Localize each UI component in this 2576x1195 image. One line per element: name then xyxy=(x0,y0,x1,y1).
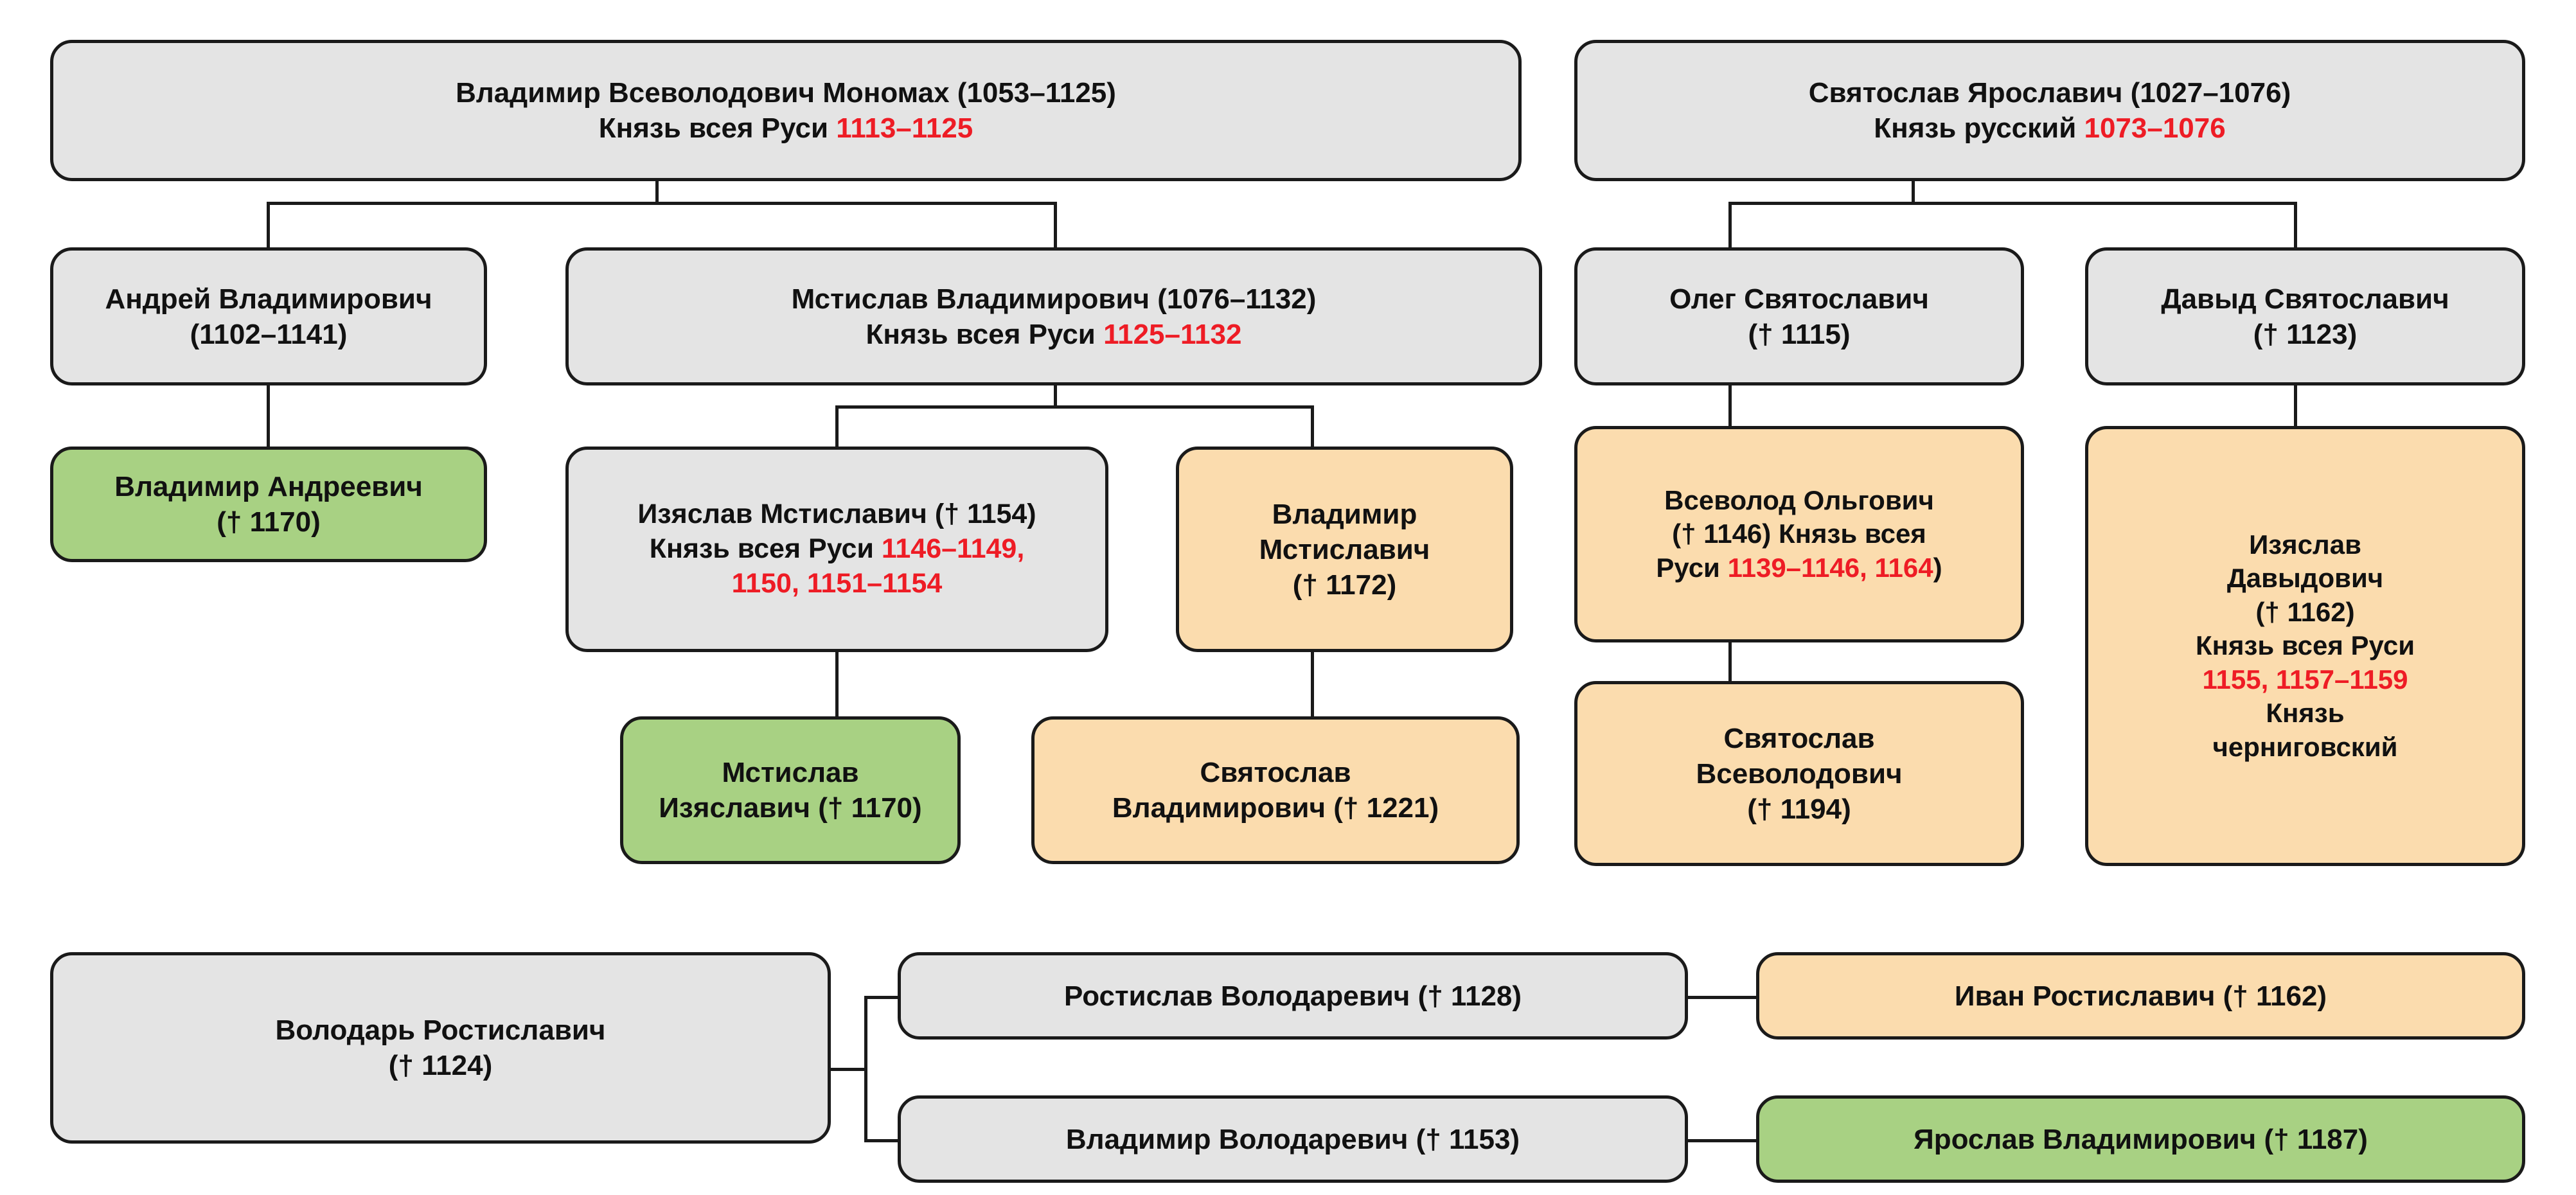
reign-years: 1073–1076 xyxy=(2084,112,2226,144)
node-line: Владимир Всеволодович Мономах (1053–1125) xyxy=(456,77,1116,109)
node-line: Владимир xyxy=(1272,498,1417,530)
node-line: Князь всея Руси xyxy=(2195,630,2415,661)
node-vsevolod-olgovich[interactable] xyxy=(1574,426,2024,642)
connector-to-mstislav-vl xyxy=(1054,202,1057,248)
reign-years: 1150, 1151–1154 xyxy=(731,567,943,599)
node-svyatoslav-vsevolodovich[interactable] xyxy=(1574,681,2024,866)
node-line: Олег Святославич xyxy=(1669,283,1929,315)
node-izyaslav-mstislavich[interactable] xyxy=(565,447,1108,652)
node-line: Изяславич († 1170) xyxy=(659,792,922,824)
connector-oleg-to-vsevolod xyxy=(1728,385,1732,428)
connector-svyatoslav-yar-down xyxy=(1912,179,1915,204)
connector-to-andrey xyxy=(267,202,270,248)
connector-mstislav-down xyxy=(1054,382,1057,408)
connector-to-vladimir-mst xyxy=(1311,405,1314,448)
node-yaroslav-vladimirovich[interactable] xyxy=(1756,1095,2525,1183)
node-line: Владимир Андреевич xyxy=(114,471,423,502)
reign-years: 1125–1132 xyxy=(1103,318,1242,350)
connector-davyd-to-izyaslav-dav xyxy=(2294,385,2297,428)
node-volodar-rostislavich[interactable] xyxy=(50,952,831,1144)
connector-monomakh-bar xyxy=(267,202,1057,205)
connector-mstislav-bar xyxy=(835,405,1313,409)
node-line: Ростислав Володаревич († 1128) xyxy=(1063,980,1522,1012)
connector-vladimir-vol-to-yaroslav xyxy=(1687,1139,1757,1142)
node-line: Давыд Святославич xyxy=(2161,283,2449,315)
node-line: († 1162) xyxy=(2255,596,2355,627)
node-svyatoslav-yaroslavich[interactable] xyxy=(1574,40,2525,181)
node-line: Князь xyxy=(2266,698,2345,729)
connector-rostislav-to-ivan xyxy=(1687,996,1757,999)
node-line: Святослав Ярославич (1027–1076) xyxy=(1808,77,2291,109)
node-line: Владимирович († 1221) xyxy=(1112,792,1439,824)
node-line: Давыдович xyxy=(2226,563,2384,594)
node-ivan-rostislavich[interactable] xyxy=(1756,952,2525,1040)
node-mstislav-izyaslavich[interactable] xyxy=(620,716,961,864)
connector-volodar-out xyxy=(829,1068,866,1071)
node-line: († 1115) xyxy=(1748,318,1851,350)
connector-to-rostislav-vol xyxy=(864,996,900,999)
reign-years: 1113–1125 xyxy=(836,112,973,144)
node-izyaslav-davydovich[interactable] xyxy=(2085,426,2525,866)
node-line: († 1170) xyxy=(217,506,321,538)
node-line: Мстислав Владимирович (1076–1132) xyxy=(791,283,1317,315)
node-line: († 1146) Князь всея xyxy=(1672,518,1926,549)
connector-vladimir-mst-to-svyatoslav-vlad xyxy=(1311,652,1314,718)
node-line: Изяслав Мстиславич († 1154) xyxy=(637,499,1036,530)
connector-to-oleg xyxy=(1728,202,1732,248)
node-line: Всеволод Ольгович xyxy=(1664,484,1934,515)
node-line: Изяслав xyxy=(2249,529,2361,560)
node-andrey-vladimirovich[interactable] xyxy=(50,247,487,385)
node-davyd-svyatoslavich[interactable] xyxy=(2085,247,2525,385)
node-line: Ярослав Владимирович († 1187) xyxy=(1914,1123,2368,1155)
node-mstislav-vladimirovich[interactable] xyxy=(565,247,1542,385)
reign-years: 1139–1146, 1164 xyxy=(1727,552,1933,583)
node-line: черниговский xyxy=(2212,731,2398,762)
node-line: Князь всея Руси xyxy=(649,533,882,565)
node-line: Князь русский xyxy=(1874,112,2084,144)
connector-monomakh-down xyxy=(655,179,659,204)
node-line: (1102–1141) xyxy=(190,318,348,350)
node-line: Святослав xyxy=(1723,722,1875,754)
node-line: († 1123) xyxy=(2253,318,2358,350)
node-line: Князь всея Руси xyxy=(598,112,837,144)
node-line: Руси xyxy=(1656,552,1728,583)
node-line: Всеволодович xyxy=(1696,757,1903,790)
connector-volodar-bar xyxy=(864,996,867,1142)
node-line: Владимир Володаревич († 1153) xyxy=(1065,1123,1520,1155)
node-oleg-svyatoslavich[interactable] xyxy=(1574,247,2024,385)
node-line: Иван Ростиславич († 1162) xyxy=(1954,980,2327,1012)
connector-izyaslav-to-mstislav-izy xyxy=(835,652,839,718)
node-svyatoslav-vladimirovich[interactable] xyxy=(1031,716,1520,864)
node-vladimir-volodarevich[interactable] xyxy=(898,1095,1688,1183)
connector-vsevolod-to-svyatoslav-vsev xyxy=(1728,642,1732,682)
connector-andrey-to-vladimir-andr xyxy=(267,385,270,447)
connector-to-davyd xyxy=(2294,202,2297,248)
connector-to-vladimir-vol xyxy=(864,1139,900,1142)
node-line: († 1172) xyxy=(1292,569,1397,601)
node-line: Володарь Ростиславич xyxy=(275,1014,606,1046)
connector-svyatoslav-yar-bar xyxy=(1728,202,2297,205)
node-line: († 1194) xyxy=(1747,793,1851,825)
node-vladimir-monomakh[interactable] xyxy=(50,40,1522,181)
node-line: Андрей Владимирович xyxy=(105,283,432,315)
node-line: Князь всея Руси xyxy=(866,318,1104,350)
node-line: Мстиславич xyxy=(1259,533,1430,565)
reign-years: 1146–1149, xyxy=(881,533,1025,565)
connector-to-izyaslav-mst xyxy=(835,405,839,448)
reign-years: 1155, 1157–1159 xyxy=(2202,664,2408,695)
node-line: ) xyxy=(1933,552,1942,583)
node-line: Мстислав xyxy=(722,757,859,788)
node-line: Святослав xyxy=(1200,757,1351,788)
node-vladimir-mstislavich[interactable] xyxy=(1176,447,1513,652)
node-vladimir-andreevich[interactable] xyxy=(50,447,487,562)
node-rostislav-volodarevich[interactable] xyxy=(898,952,1688,1040)
node-line: († 1124) xyxy=(388,1050,493,1081)
